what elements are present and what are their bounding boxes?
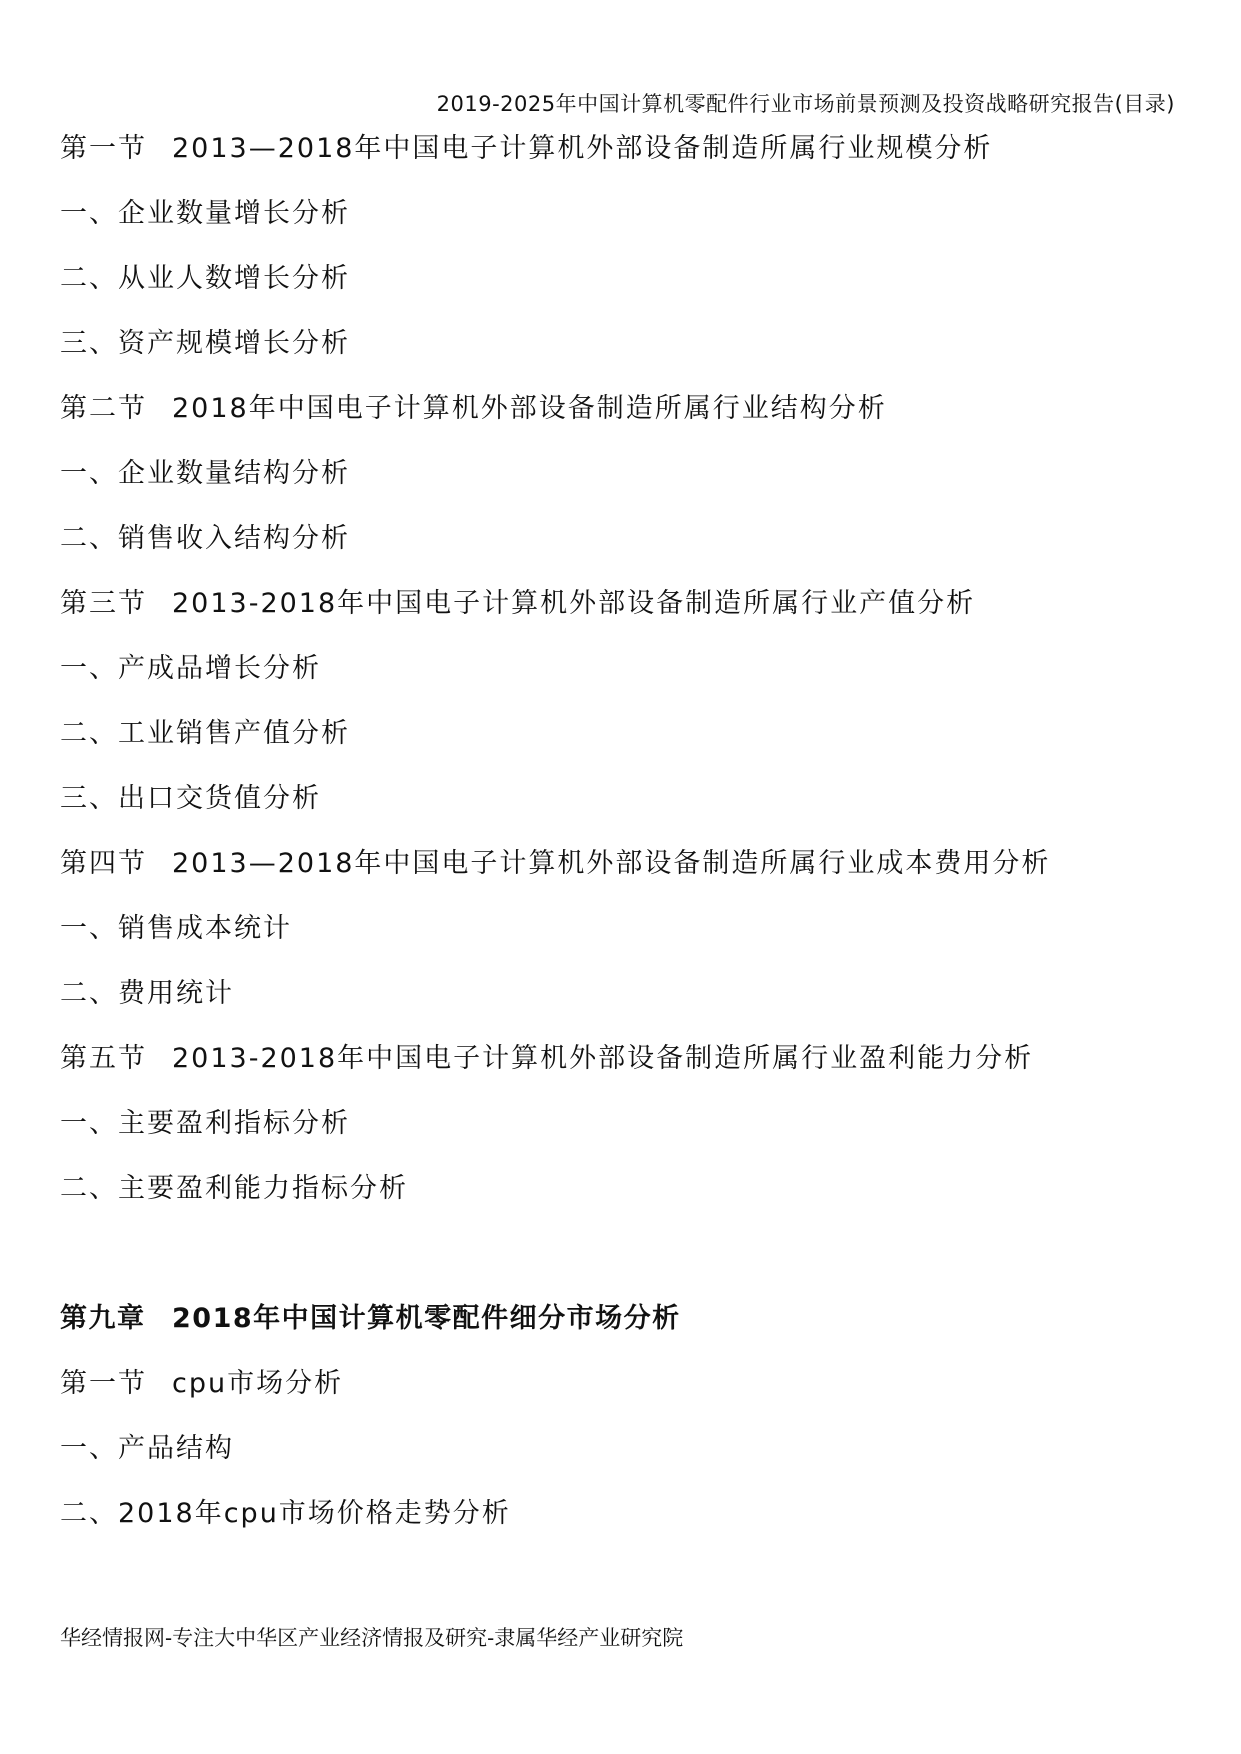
toc-item bbox=[60, 1165, 1201, 1230]
toc-section-number: 第五节 bbox=[60, 1043, 147, 1074]
toc-item-title: 工业销售产值分析 bbox=[118, 718, 350, 749]
toc-item bbox=[60, 1100, 1201, 1165]
toc-item-number: 一、 bbox=[60, 1108, 118, 1139]
toc-item bbox=[60, 905, 1201, 970]
toc-item bbox=[60, 775, 1201, 840]
toc-item bbox=[60, 255, 1201, 320]
toc-section-number: 第一节 bbox=[60, 1368, 147, 1399]
toc-chapter bbox=[60, 1295, 1201, 1360]
toc-section-title: cpu市场分析 bbox=[172, 1368, 344, 1399]
toc-item-number: 一、 bbox=[60, 458, 118, 489]
toc-item-number: 一、 bbox=[60, 1433, 118, 1464]
toc-spacer bbox=[60, 1230, 1201, 1295]
toc-item-number: 二、 bbox=[60, 263, 118, 294]
toc-section bbox=[60, 1360, 1201, 1425]
toc-item bbox=[60, 515, 1201, 580]
toc-section-title: 2013—2018年中国电子计算机外部设备制造所属行业规模分析 bbox=[172, 133, 993, 164]
toc-section bbox=[60, 840, 1201, 905]
toc-item-title: 销售收入结构分析 bbox=[118, 523, 350, 554]
page-header: 2019-2025年中国计算机零配件行业市场前景预测及投资战略研究报告(目录) bbox=[436, 92, 1175, 116]
toc-item-number: 二、 bbox=[60, 718, 118, 749]
toc-section-title: 2013-2018年中国电子计算机外部设备制造所属行业产值分析 bbox=[172, 588, 976, 619]
toc-item-number: 三、 bbox=[60, 783, 118, 814]
toc-item bbox=[60, 320, 1201, 385]
toc-item bbox=[60, 1425, 1201, 1490]
toc-item-title: 出口交货值分析 bbox=[118, 783, 321, 814]
toc-section bbox=[60, 385, 1201, 450]
toc-item-title: 主要盈利指标分析 bbox=[118, 1108, 350, 1139]
toc-item bbox=[60, 1490, 1201, 1555]
toc-item bbox=[60, 450, 1201, 515]
toc-item-title: 企业数量增长分析 bbox=[118, 198, 350, 229]
toc-item-title: 产成品增长分析 bbox=[118, 653, 321, 684]
toc-section-title: 2013-2018年中国电子计算机外部设备制造所属行业盈利能力分析 bbox=[172, 1043, 1034, 1074]
toc-item-title: 2018年cpu市场价格走势分析 bbox=[118, 1498, 511, 1529]
toc-item bbox=[60, 190, 1201, 255]
toc-item-title: 资产规模增长分析 bbox=[118, 328, 350, 359]
toc-item-number: 二、 bbox=[60, 523, 118, 554]
toc-item bbox=[60, 645, 1201, 710]
toc-section bbox=[60, 1035, 1201, 1100]
toc-chapter-number: 第九章 bbox=[60, 1303, 146, 1334]
toc-item-number: 二、 bbox=[60, 978, 118, 1009]
toc-section-number: 第三节 bbox=[60, 588, 147, 619]
table-of-contents bbox=[60, 125, 1201, 1555]
toc-section-title: 2018年中国电子计算机外部设备制造所属行业结构分析 bbox=[172, 393, 887, 424]
toc-item-number: 二、 bbox=[60, 1173, 118, 1204]
toc-item-number: 一、 bbox=[60, 198, 118, 229]
toc-item-title: 费用统计 bbox=[118, 978, 234, 1009]
toc-item-number: 一、 bbox=[60, 653, 118, 684]
toc-item-title: 产品结构 bbox=[118, 1433, 234, 1464]
toc-item bbox=[60, 970, 1201, 1035]
toc-section bbox=[60, 580, 1201, 645]
toc-item-number: 二、 bbox=[60, 1498, 118, 1529]
toc-section-number: 第二节 bbox=[60, 393, 147, 424]
toc-item-number: 一、 bbox=[60, 913, 118, 944]
toc-item-number: 三、 bbox=[60, 328, 118, 359]
page-footer: 华经情报网-专注大中华区产业经济情报及研究-隶属华经产业研究院 bbox=[60, 1626, 684, 1650]
toc-section-number: 第四节 bbox=[60, 848, 147, 879]
toc-section-title: 2013—2018年中国电子计算机外部设备制造所属行业成本费用分析 bbox=[172, 848, 1051, 879]
toc-item-title: 从业人数增长分析 bbox=[118, 263, 350, 294]
toc-item-title: 主要盈利能力指标分析 bbox=[118, 1173, 408, 1204]
toc-item-title: 销售成本统计 bbox=[118, 913, 292, 944]
toc-section-number: 第一节 bbox=[60, 133, 147, 164]
toc-section bbox=[60, 125, 1201, 190]
toc-item bbox=[60, 710, 1201, 775]
toc-chapter-title: 2018年中国计算机零配件细分市场分析 bbox=[172, 1303, 681, 1334]
toc-item-title: 企业数量结构分析 bbox=[118, 458, 350, 489]
